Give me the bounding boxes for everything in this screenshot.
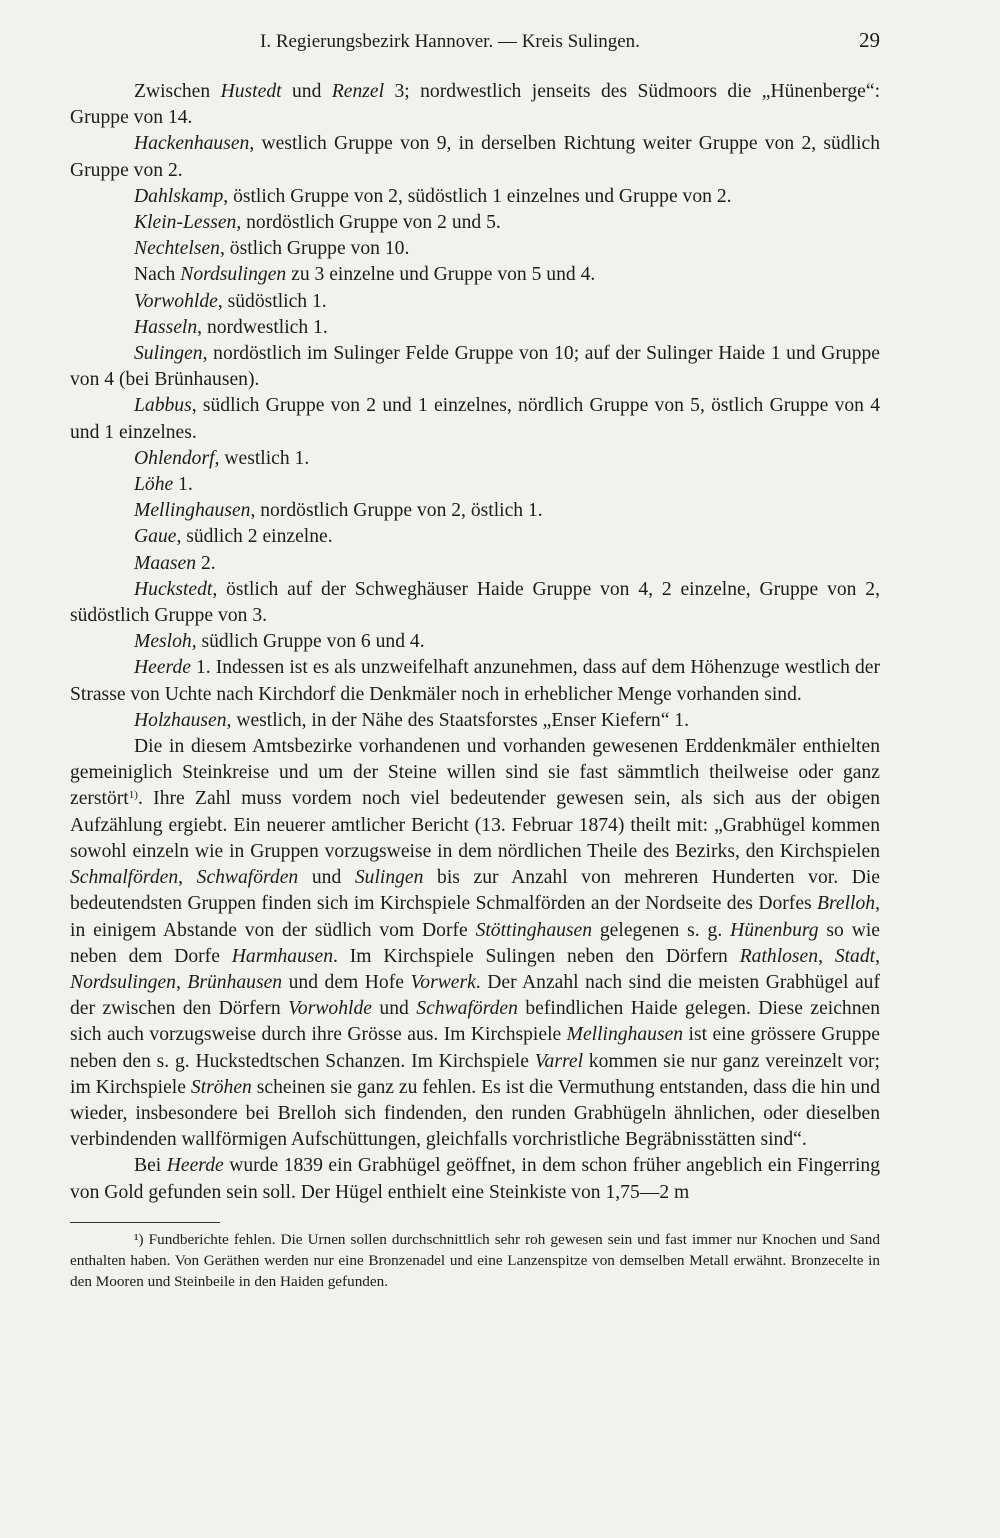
place-name: Heerde — [166, 1155, 224, 1177]
text-run: gelegenen s. g. — [592, 919, 731, 941]
text-run: , nordwestlich 1. — [197, 316, 328, 338]
text-run: , nordöstlich im Sulinger Felde Gruppe von 10; auf der Sulinger Haide 1 und Gruppe von 4 (bei Brünhausen). — [70, 343, 880, 391]
text-run: zu 3 einzelne und Gruppe von 5 und 4. — [286, 264, 596, 286]
paragraph-klein-lessen — [70, 210, 880, 236]
text-run: , östlich Gruppe von 10. — [219, 238, 410, 260]
place-name: Löhe — [134, 474, 174, 496]
place-name: Klein-Lessen — [134, 212, 237, 234]
paragraph-huckstedt — [70, 577, 880, 629]
place-name: Schwaförden — [196, 867, 299, 889]
paragraph-vorwohlde — [70, 289, 880, 315]
paragraph-heerde-grabhuegel — [70, 1153, 880, 1205]
text-run: , östlich auf der Schweghäuser Haide Gruppe von 4, 2 einzelne, Gruppe von 2, südöstlich Gruppe von 3. — [70, 578, 880, 627]
text-run: , — [818, 945, 835, 967]
text-run: scheinen sie ganz zu fehlen. Es ist die Vermuthung entstanden, dass die hin und wieder, insbesondere bei Brelloh sich findenden, den runden Grabhügeln ähnlichen, oder dieselben verbindenden wallförmigen Aufschüttungen, gleichfalls vorchristliche Begräbnisstätten sind“. — [70, 1076, 881, 1151]
place-name: Sulingen — [354, 867, 424, 889]
footnote-text: Fundberichte fehlen. Die Urnen sollen durchschnittlich sehr roh gewesen sein und fast immer nur Knochen und Sand enthalten haben. Von Geräthen werden nur eine Bronzenadel und eine Lanzenspitze von demselben Metall erwähnt. Bronzecelte in den Mooren und Steinbeile in den Haiden gefunden. — [70, 1230, 880, 1290]
text-run: und — [371, 998, 417, 1020]
text-run: und dem Hofe — [282, 971, 411, 993]
place-name: Hünenburg — [730, 919, 819, 941]
text-run: Bei — [134, 1155, 167, 1177]
text-run: Die in diesem Amtsbezirke vorhandenen und vorhanden gewesenen Erddenkmäler enthielten gemeiniglich Steinkreise und um der Steine willen sind sie fast sämmtlich theilweise oder ganz zerstört — [70, 736, 880, 810]
place-name: Vorwohlde — [134, 290, 218, 312]
place-name: Stadt — [834, 945, 876, 967]
text-run: 1. Indessen ist es als unzweifelhaft anzunehmen, dass auf dem Höhenzuge westlich der Strasse von Uchte nach Kirchdorf die Denkmäler noch in erheblicher Menge vorhanden sind. — [70, 657, 880, 705]
text-run: 2. — [196, 552, 216, 574]
text-run: wurde 1839 ein Grabhügel geöffnet, in dem schon früher angeblich ein Fingerring von Gold gefunden sein soll. Der Hügel enthielt eine Steinkiste von 1,75—2 m — [70, 1155, 881, 1203]
place-name: Heerde — [134, 657, 191, 679]
text-run: ist eine grössere Gruppe neben den s. g. Huckstedtschen Schanzen. Im Kirchspiele — [70, 1024, 880, 1072]
page-body — [70, 79, 880, 1206]
paragraph-mellinghausen — [70, 498, 880, 524]
place-name: Nordsulingen — [180, 264, 287, 286]
paragraph-labbus — [70, 393, 880, 445]
place-name: Brelloh — [817, 893, 876, 915]
text-run: , — [175, 971, 188, 993]
text-run: 3; nordwestlich jenseits des Südmoors die „Hünenberge“: Gruppe von 14. — [70, 81, 881, 129]
paragraph-hasseln — [70, 315, 880, 341]
place-name: Nechtelsen — [134, 238, 220, 260]
text-run: 1. — [173, 474, 193, 496]
text-run: , westlich, in der Nähe des Staatsforstes „Enser Kiefern“ 1. — [226, 709, 690, 731]
paragraph-hackenhausen — [70, 131, 880, 183]
paragraph-dahlskamp — [70, 184, 880, 210]
place-name: Vorwohlde — [288, 998, 372, 1020]
place-name: Brünhausen — [187, 971, 283, 993]
footnote — [70, 1229, 880, 1292]
running-title: I. Regierungsbezirk Hannover. — Kreis Sulingen. — [260, 31, 640, 52]
paragraph-nechtelsen — [70, 236, 880, 262]
text-run: , — [178, 867, 197, 889]
text-run: , östlich Gruppe von 2, südöstlich 1 einzelnes und Gruppe von 2. — [223, 185, 732, 207]
place-name: Hustedt — [220, 81, 282, 102]
place-name: Schwaförden — [416, 998, 518, 1020]
text-run: befindlichen Haide gelegen. Diese zeichnen sich auch vorzugsweise durch ihre Grösse aus. Im Kirchspiele — [70, 998, 881, 1046]
text-run: kommen sie nur ganz vereinzelt vor; im Kirchspiele — [70, 1050, 881, 1098]
place-name: Labbus — [134, 395, 192, 417]
place-name: Maasen — [134, 552, 197, 574]
text-run: , südlich 2 einzelne. — [176, 526, 333, 548]
paragraph-ohlendorf — [70, 446, 880, 472]
place-name: Hackenhausen — [134, 133, 250, 155]
text-run: , nordöstlich Gruppe von 2 und 5. — [236, 212, 501, 234]
place-name: Varrel — [534, 1050, 584, 1072]
footnote-reference[interactable]: 1) — [128, 789, 138, 802]
paragraph-maasen — [70, 551, 880, 577]
text-run: , südlich Gruppe von 2 und 1 einzelnes, nördlich Gruppe von 5, östlich Gruppe von 4 und 1 einzelnes. — [70, 395, 880, 443]
paragraph-holzhausen — [70, 708, 880, 734]
page-number: 29 — [859, 28, 880, 52]
paragraph-hustedt — [70, 79, 880, 131]
text-run: , nordöstlich Gruppe von 2, östlich 1. — [250, 500, 543, 522]
place-name: Gaue — [134, 526, 177, 548]
paragraph-heerde — [70, 655, 880, 707]
place-name: Vorwerk — [410, 971, 476, 993]
place-name: Harmhausen — [231, 945, 333, 967]
place-name: Huckstedt — [134, 578, 213, 600]
place-name: Dahlskamp — [134, 185, 224, 207]
place-name: Renzel — [331, 81, 385, 102]
place-name: Mesloh — [134, 631, 192, 653]
place-name: Schmalförden — [70, 867, 179, 889]
text-run: Zwischen — [134, 81, 221, 102]
page-header — [260, 28, 880, 53]
text-run: , westlich Gruppe von 9, in derselben Richtung weiter Gruppe von 2, südlich Gruppe von 2. — [70, 133, 880, 181]
place-name: Hasseln — [134, 316, 198, 338]
footnote-marker: ¹) — [134, 1230, 144, 1248]
text-run: , in einigem Abstande von der südlich vom Dorfe — [70, 893, 880, 941]
text-run: , — [875, 945, 880, 967]
place-name: Ströhen — [190, 1076, 252, 1098]
place-name: Stöttinghausen — [475, 919, 593, 941]
paragraph-gaue — [70, 524, 880, 550]
paragraph-sulingen — [70, 341, 880, 393]
text-run: . Der Anzahl nach sind die meisten Grabhügel auf der zwischen den Dörfern — [70, 971, 880, 1020]
paragraph-nordsulingen — [70, 262, 880, 288]
place-name: Rathlosen — [739, 945, 819, 967]
paragraph-mesloh — [70, 629, 880, 655]
paragraph-amtsbezirk-bericht — [70, 734, 880, 1153]
text-run: und — [281, 81, 332, 102]
text-run: so wie neben dem Dorfe — [70, 919, 880, 967]
text-run: . Ihre Zahl muss vordem noch viel bedeutender gewesen sein, als sich aus der obigen Aufzählung ergiebt. Ein neuerer amtlicher Bericht (13. Februar 1874) theilt mit: „Grabhügel kommen sowohl einzeln wie in Gruppen vorzugsweise in dem nördlichen Theile des Bezirks, den Kirchspielen — [70, 788, 880, 862]
text-run: , westlich 1. — [214, 447, 310, 469]
text-run: , südlich Gruppe von 6 und 4. — [191, 631, 425, 653]
text-run: . Im Kirchspiele Sulingen neben den Dörfern — [333, 945, 740, 967]
text-run: und — [298, 867, 355, 889]
place-name: Mellinghausen — [566, 1024, 684, 1046]
text-run: , südöstlich 1. — [217, 290, 327, 312]
place-name: Nordsulingen — [70, 971, 176, 993]
place-name: Ohlendorf — [134, 447, 215, 469]
text-run: bis zur Anzahl von mehreren Hunderten vor. Die bedeutendsten Gruppen finden sich im Kirchspiele Schmalförden an der Nordseite des Dorfes — [70, 867, 881, 915]
paragraph-loehe — [70, 472, 880, 498]
place-name: Holzhausen — [134, 709, 227, 731]
place-name: Mellinghausen — [134, 500, 251, 522]
footnote-divider — [70, 1222, 220, 1223]
text-run: Nach — [134, 264, 181, 286]
place-name: Sulingen — [134, 343, 203, 365]
